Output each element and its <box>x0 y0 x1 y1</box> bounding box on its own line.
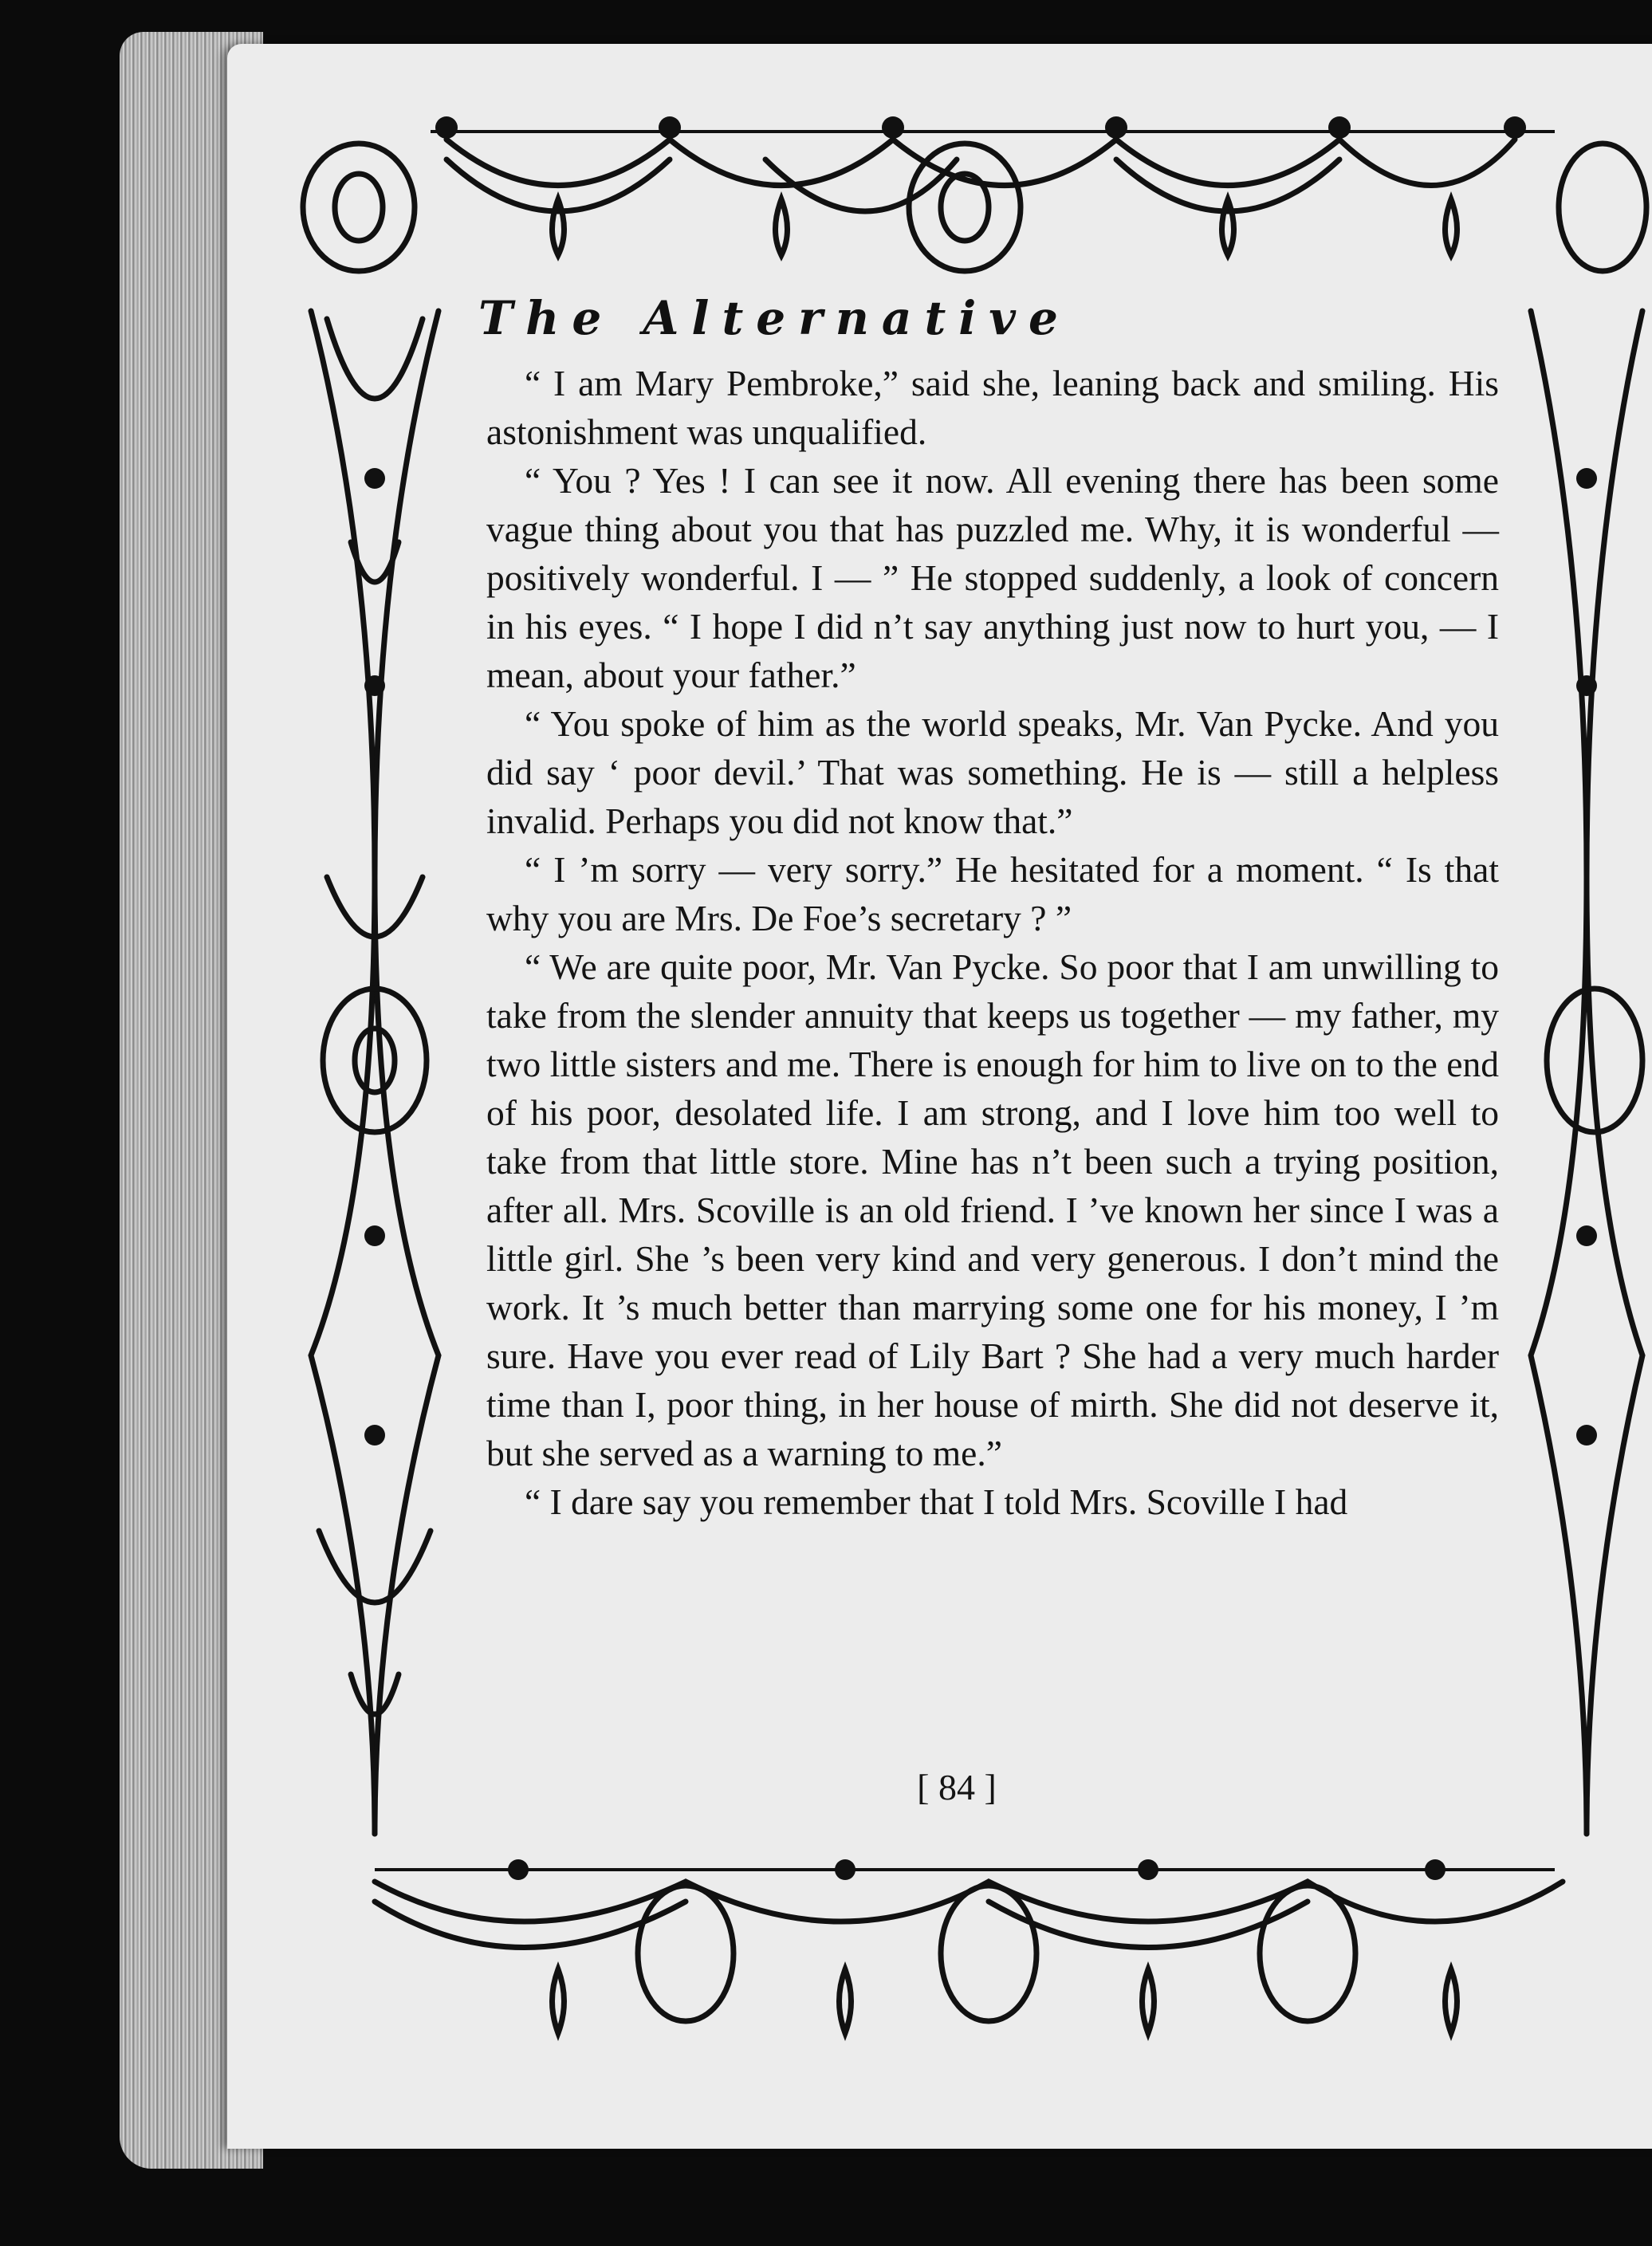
paragraph: “ You ? Yes ! I can see it now. All evening there has been some vague thing about you that has puzzled me. Why, it is wonderful — positively wonderful. I — ” He stopped suddenly, a look of concern in his eyes. “ I hope I did n’t say anything just now to hurt you, — I mean, about your father.” <box>486 460 1499 695</box>
tulip-finial-icon <box>311 311 439 1834</box>
running-head: The Alternative <box>478 291 1071 345</box>
paragraph: “ I ’m sorry — very sorry.” He hesitated for a moment. “ Is that why you are Mrs. De Foe’s secretary ? ” <box>486 849 1499 938</box>
paragraph: “ You spoke of him as the world speaks, Mr. Van Pycke. And you did say ‘ poor devil.’ That was something. He is — still a helpless invalid. Perhaps you did not know that.” <box>486 703 1499 841</box>
page-number: [ 84 ] <box>917 1767 997 1807</box>
paragraph: “ I dare say you remember that I told Mrs. Scoville I had <box>525 1481 1348 1522</box>
paragraph: “ I am Mary Pembroke,” said she, leaning back and smiling. His astonishment was unqualified. <box>486 363 1499 452</box>
bottom-garland-icon <box>375 1859 1563 2033</box>
body-text <box>486 359 1499 1526</box>
swag-garland-icon <box>431 116 1555 211</box>
pendant-drop-icon <box>553 199 1457 255</box>
right-border-icon <box>1531 311 1642 1834</box>
paragraph: “ We are quite poor, Mr. Van Pycke. So poor that I am unwilling to take from the slender annuity that keeps us together — my father, my two little sisters and me. There is enough for him to live on to the end of his poor, desolated life. I am strong, and I love him too well to take from that little store. Mine has n’t been such a trying position, after all. Mrs. Scoville is an old friend. I ’ve known her since I was a little girl. She ’s been very kind and very generous. I don’t mind the work. It ’s much better than marrying some one for his money, I ’m sure. Have you ever read of Lily Bart ? She had a very much harder time than I, poor thing, in her house of mirth. She did not deserve it, but she served as a warning to me.” <box>486 946 1499 1473</box>
fleur-medallion-icon <box>303 144 1646 271</box>
